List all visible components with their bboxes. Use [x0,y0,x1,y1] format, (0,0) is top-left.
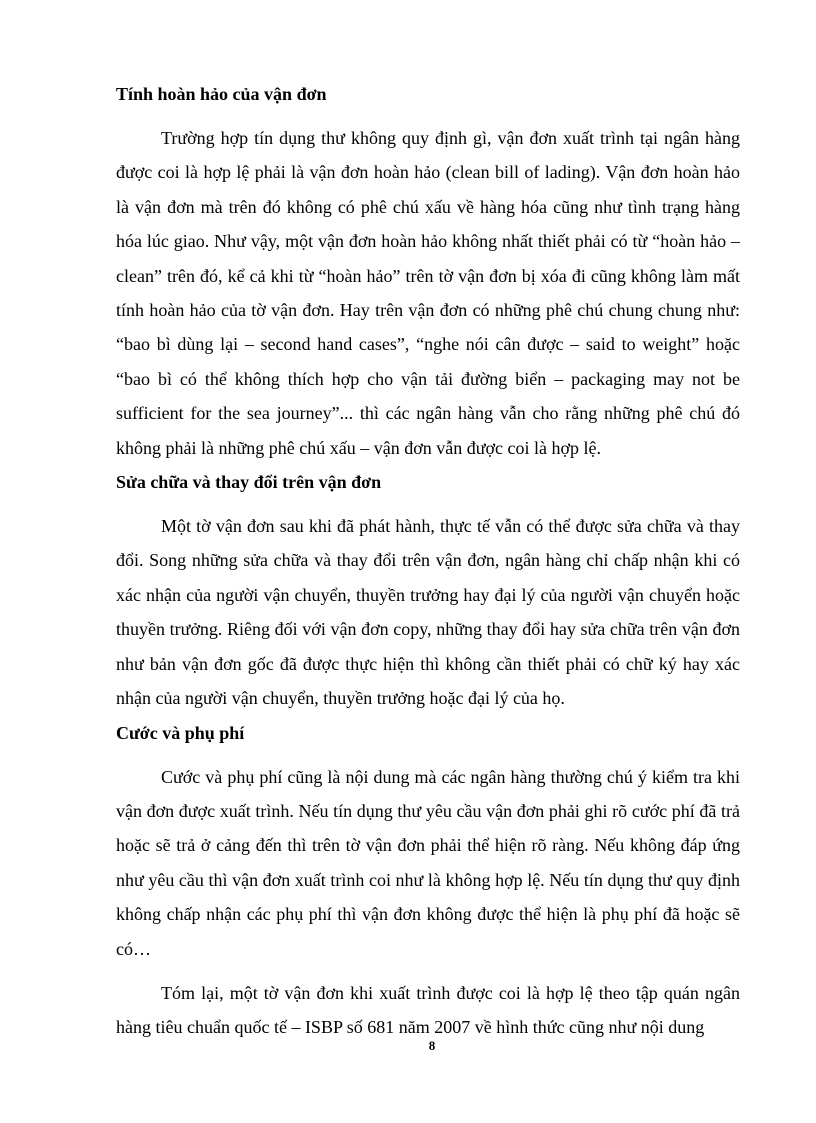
paragraph-freight-charges: Cước và phụ phí cũng là nội dung mà các ngân hàng thường chú ý kiểm tra khi vận đơn được xuất trình. Nếu tín dụng thư yêu cầu vận đơn phải ghi rõ cước phí đã trả hoặc sẽ trả ở cảng đến thì trên tờ vận đơn phải thể hiện rõ ràng. Nếu không đáp ứng như yêu cầu thì vận đơn xuất trình coi như là không hợp lệ. Nếu tín dụng thư quy định không chấp nhận các phụ phí thì vận đơn không được thể hiện là phụ phí đã hoặc sẽ có… [116,766,740,959]
paragraph-amendments: Một tờ vận đơn sau khi đã phát hành, thực tế vẫn có thể được sửa chữa và thay đổi. Song những sửa chữa và thay đổi trên vận đơn, ngân hàng chỉ chấp nhận khi có xác nhận của người vận chuyển, thuyền trưởng hay đại lý của người vận chuyển hoặc thuyền trưởng. Riêng đối với vận đơn copy, những thay đổi hay sửa chữa trên vận đơn như bản vận đơn gốc đã được thực hiện thì không cần thiết phải có chữ ký hay xác nhận của người vận chuyển, thuyền trưởng hoặc đại lý của họ. [116,516,740,709]
page-body [116,77,740,1045]
section-heading-clean-bill: Tính hoàn hảo của vận đơn [116,84,327,104]
section-heading-freight-charges: Cước và phụ phí [116,722,245,743]
page-number: 8 [428,1038,436,1053]
paragraph-clean-bill: Trường hợp tín dụng thư không quy định gì, vận đơn xuất trình tại ngân hàng được coi là hợp lệ phải là vận đơn hoàn hảo (clean bill of lading). Vận đơn hoàn hảo là vận đơn mà trên đó không có phê chú xấu về hàng hóa cũng như tình trạng hàng hóa lúc giao. Như vậy, một vận đơn hoàn hảo không nhất thiết phải có từ “hoàn hảo – clean” trên đó, kể cả khi từ “hoàn hảo” trên tờ vận đơn bị xóa đi cũng không làm mất tính hoàn hảo của tờ vận đơn. Hay trên vận đơn có những phê chú chung chung như: “bao bì dùng lại – second hand cases”, “nghe nói cân được – said to weight” hoặc “bao bì có thể không thích hợp cho vận tải đường biển – packaging may not be sufficient for the sea journey”... thì các ngân hàng vẫn cho rằng những phê chú đó không phải là những phê chú xấu – vận đơn vẫn được coi là hợp lệ. [116,128,740,458]
paragraph-conclusion: Tóm lại, một tờ vận đơn khi xuất trình được coi là hợp lệ theo tập quán ngân hàng tiêu chuẩn quốc tế – ISBP số 681 năm 2007 về hình thức cũng như nội dung [116,982,740,1038]
section-heading-amendments: Sửa chữa và thay đổi trên vận đơn [116,472,382,493]
